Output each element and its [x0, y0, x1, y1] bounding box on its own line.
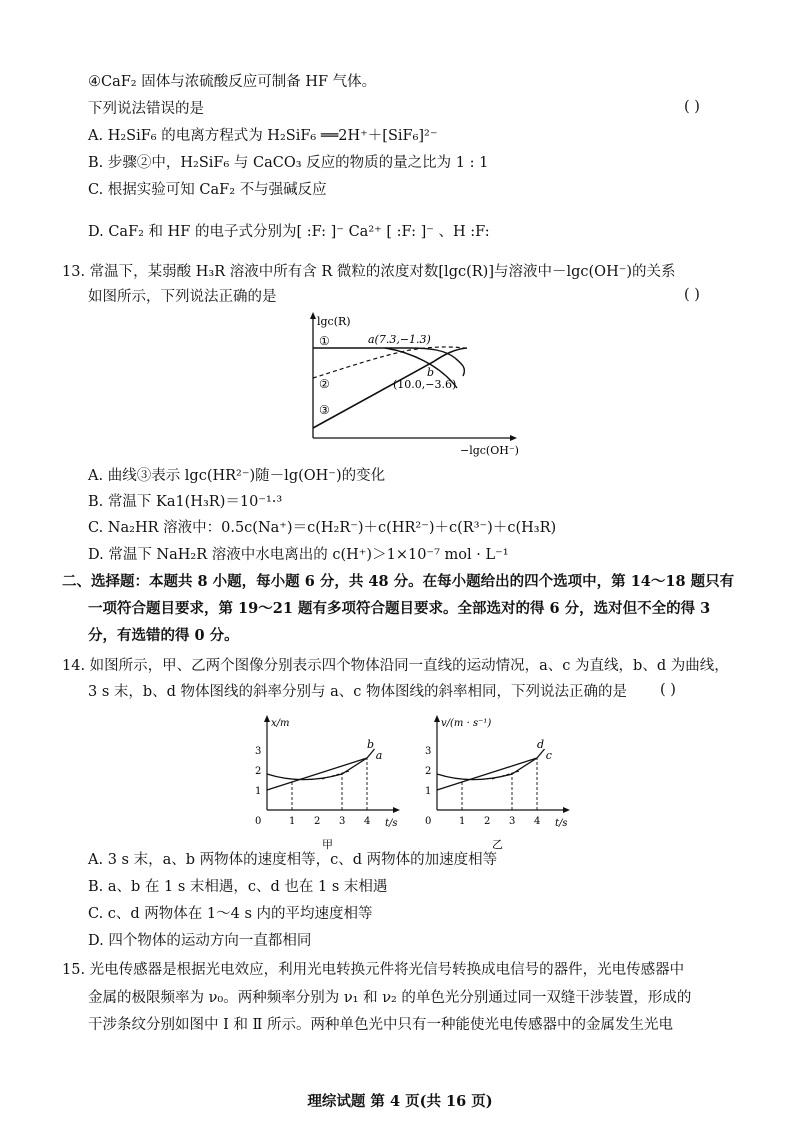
- q13-stem-line1: 13. 常温下，某弱酸 H₃R 溶液中所有含 R 微粒的浓度对数[lgc(R)]与溶液中－lgc(OH⁻)的关系: [62, 264, 676, 280]
- q14-yi-x-arrow: [563, 807, 570, 813]
- q14-option-a: A. 3 s 末，a、b 两物体的速度相等，c、d 两物体的加速度相等: [88, 852, 498, 868]
- q12-option-d: D. CaF₂ 和 HF 的电子式分别为[ :F: ]⁻ Ca²⁺ [ :F: ]⁻ 、H :F:: [88, 224, 490, 240]
- q14-yi-line-c: [437, 758, 537, 790]
- q12-answer-paren: ( ): [684, 99, 700, 115]
- q14-jia-curve-b: [267, 749, 375, 780]
- q14-yi-x-tick-1: 1: [459, 816, 466, 827]
- q14-yi-x-tick-0: 0: [425, 816, 432, 827]
- page-footer: 理综试题 第 4 页(共 16 页): [307, 1093, 493, 1110]
- q13-x-label: −lgc(OH⁻): [460, 444, 519, 457]
- section2-line2: 一项符合题目要求，第 19～21 题有多项符合题目要求。全部选对的得 6 分，选对但不全的得 3: [88, 600, 711, 617]
- section2-line3: 分，有选错的得 0 分。: [88, 627, 239, 644]
- q14-jia-y-tick-1: 1: [255, 786, 262, 797]
- q13-curve-label-1: ①: [319, 334, 330, 348]
- q13-point-b-coord: (10.0,−3.6): [393, 378, 457, 391]
- q12-option-b: B. 步骤②中，H₂SiF₆ 与 CaCO₃ 反应的物质的量之比为 1 : 1: [88, 155, 489, 171]
- q14-jia-series-label-b: b: [367, 738, 375, 751]
- q14-option-d: D. 四个物体的运动方向一直都相同: [88, 933, 312, 949]
- q14-jia-x-label: t/s: [385, 818, 398, 829]
- q13-option-c: C. Na₂HR 溶液中：0.5c(Na⁺)＝c(H₂R⁻)＋c(HR²⁻)＋c(R³⁻)＋c(H₃R): [88, 520, 557, 536]
- q14-option-b: B. a、b 在 1 s 末相遇，c、d 也在 1 s 末相遇: [88, 879, 388, 895]
- q13-option-a: A. 曲线③表示 lgc(HR²⁻)随－lg(OH⁻)的变化: [88, 468, 386, 484]
- section2-line1: 二、选择题：本题共 8 小题，每小题 6 分，共 48 分。在每小题给出的四个选项中，第 14～18 题只有: [62, 573, 735, 590]
- q14-jia-y-arrow: [264, 715, 270, 722]
- q14-yi-title: 乙: [492, 838, 503, 851]
- q13-stem-line2: 如图所示，下列说法正确的是: [88, 289, 277, 305]
- q14-jia-x-tick-0: 0: [255, 816, 262, 827]
- q12-stem: 下列说法错误的是: [88, 101, 204, 117]
- q14-yi-y-tick-3: 3: [425, 746, 432, 757]
- q14-jia-series-label-a: a: [375, 749, 383, 762]
- q14-stem-line1: 14. 如图所示，甲、乙两个图像分别表示四个物体沿同一直线的运动情况，a、c 为直线，b、d 为曲线，: [62, 658, 729, 674]
- q12-option-c: C. 根据实验可知 CaF₂ 不与强碱反应: [88, 182, 327, 198]
- q15-line3: 干涉条纹分别如图中 Ⅰ 和 Ⅱ 所示。两种单色光中只有一种能使光电传感器中的金属发生光电: [88, 1017, 674, 1033]
- q14-jia-x-tick-3: 3: [339, 816, 346, 827]
- q13-curve-label-3: ③: [319, 403, 330, 417]
- q13-point-b-label: b: [427, 366, 435, 379]
- q13-figure: [305, 310, 520, 460]
- q14-stem-line2: 3 s 末，b、d 物体图线的斜率分别与 a、c 物体图线的斜率相同，下列说法正确的是: [88, 684, 628, 700]
- q14-figure-yi: [415, 712, 585, 852]
- q14-yi-x-label: t/s: [555, 818, 568, 829]
- q15-line2: 金属的极限频率为 ν₀。两种频率分别为 ν₁ 和 ν₂ 的单色光分别通过同一双缝干涉装置，形成的: [88, 990, 692, 1006]
- q13-option-b: B. 常温下 Ka1(H₃R)＝10⁻¹·³: [88, 494, 283, 510]
- q15-line1: 15. 光电传感器是根据光电效应，利用光电转换元件将光信号转换成电信号的器件，光电传感器中: [62, 962, 685, 978]
- q14-yi-y-label: v/(m · s⁻¹): [441, 718, 492, 729]
- q14-jia-x-tick-2: 2: [314, 816, 321, 827]
- q14-jia-title: 甲: [322, 838, 333, 851]
- q13-point-a-label: a(7.3,−1.3): [368, 333, 431, 346]
- q14-yi-series-label-c: c: [545, 749, 552, 762]
- q13-answer-paren: ( ): [684, 287, 700, 303]
- q12-item4: ④CaF₂ 固体与浓硫酸反应可制备 HF 气体。: [88, 74, 377, 90]
- q14-jia-y-tick-2: 2: [255, 766, 262, 777]
- q14-jia-x-tick-1: 1: [289, 816, 296, 827]
- q14-yi-y-tick-1: 1: [425, 786, 432, 797]
- q14-yi-y-tick-2: 2: [425, 766, 432, 777]
- q14-jia-x-arrow: [393, 807, 400, 813]
- q13-y-label: lgc(R): [317, 315, 351, 328]
- q14-jia-y-tick-3: 3: [255, 746, 262, 757]
- q14-yi-x-tick-2: 2: [484, 816, 491, 827]
- q14-answer-paren: ( ): [660, 682, 676, 698]
- q14-jia-x-tick-4: 4: [364, 816, 371, 827]
- q14-jia-line-a: [267, 758, 367, 790]
- q14-option-c: C. c、d 两物体在 1～4 s 内的平均速度相等: [88, 906, 373, 922]
- q14-yi-x-tick-3: 3: [509, 816, 516, 827]
- q13-option-d: D. 常温下 NaH₂R 溶液中水电离出的 c(H⁺)＞1×10⁻⁷ mol · L⁻¹: [88, 547, 509, 563]
- q13-curve-label-2: ②: [319, 377, 330, 391]
- q14-yi-curve-d: [437, 749, 545, 780]
- q14-yi-series-label-d: d: [537, 738, 545, 751]
- q14-yi-y-arrow: [434, 715, 440, 722]
- q14-figure-jia: [245, 712, 415, 852]
- q14-yi-x-tick-4: 4: [534, 816, 541, 827]
- q14-jia-y-label: x/m: [271, 718, 290, 729]
- q12-option-a: A. H₂SiF₆ 的电离方程式为 H₂SiF₆ ══2H⁺＋[SiF₆]²⁻: [88, 128, 438, 144]
